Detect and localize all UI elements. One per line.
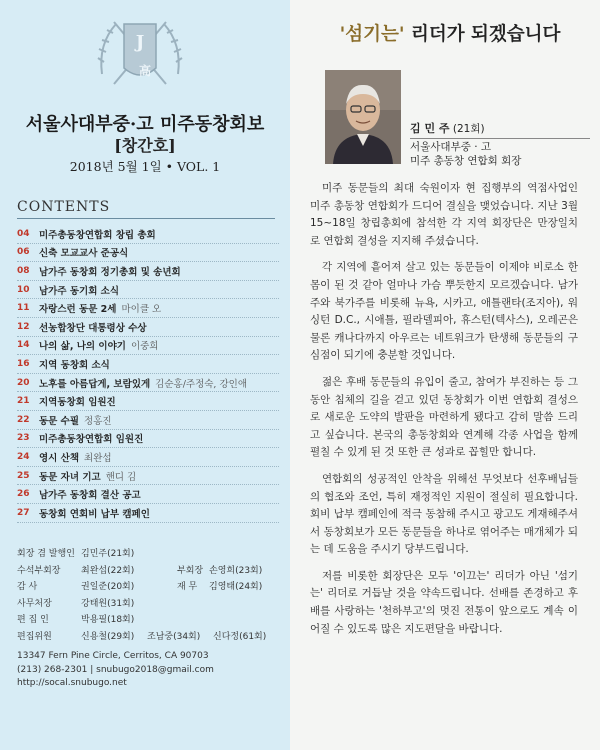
article-paragraph: 미주 동문들의 최대 숙원이자 현 집행부의 역점사업인 미주 총동창 연합회가 드디어 결실을 맺었습니다. 지난 3월 15~18일 창립총회에 참석한 각 지역 회장단은 만장일치로 연합회 결성을 지지해 주셨습니다. (310, 182, 578, 247)
staff-role: 감 사 (17, 582, 38, 592)
article-headline (310, 20, 590, 46)
staff-row (17, 563, 279, 580)
school-emblem-icon (94, 14, 186, 94)
toc-page-number: 14 (17, 340, 30, 351)
author-name: 김 민 주 (410, 122, 450, 135)
staff-row (17, 579, 279, 596)
toc-page-number: 21 (17, 396, 30, 407)
toc-item[interactable] (17, 337, 279, 356)
staff-role: 수석부회장 (17, 565, 61, 576)
emblem-letters: 高 (138, 64, 151, 78)
contents-divider (17, 218, 275, 219)
toc-author: 핸디 김 (105, 471, 137, 483)
article-paragraph: 연합회의 성공적인 안착을 위해선 무엇보다 선후배님들의 협조와 조언, 특히 재정적인 지원이 절실히 필요합니다. 회비 납부 캠페인에 적극 동참해 주시고 광고도 게재해주셔서 동창회보가 모든 동문들을 하나로 엮어주는 매개체가 되는 데 도움을 주시기 당부드립니다. (310, 472, 578, 556)
left-panel (0, 0, 290, 750)
author-title-line2: 미주 총동창 연합회 회장 (410, 155, 522, 167)
staff-row (17, 596, 279, 613)
staff-role: 재 무 (177, 582, 198, 592)
toc-item[interactable] (17, 467, 279, 486)
toc-page-number: 24 (17, 451, 30, 462)
article-paragraph: 각 지역에 흩어져 살고 있는 동문들이 이제야 비로소 한 몸이 된 것 같아 얼마나 가슴 뿌듯한지 모르겠습니다. 남가주와 북가주를 비롯해 뉴욕, 시카고, 애틀랜타(조지아), 워싱턴 D.C., 시애틀, 필라델피아, 휴스턴(텍사스), 오레곤은 물론 캐나다까지 아우르는 네트워크가 탄생해 동문들의 구심점이 되기에 충분할 것입니다. (310, 261, 578, 362)
toc-title: 동문 자녀 기고 (39, 471, 101, 483)
toc-author: 최완섭 (84, 452, 112, 464)
staff-name: 김민주(21회) (81, 549, 135, 559)
staff-role: 편집위원 (17, 631, 52, 642)
table-of-contents (17, 225, 279, 523)
toc-item[interactable] (17, 392, 279, 411)
staff-name: 신다정(61회) (213, 631, 267, 642)
publication-title: 서울사대부중·고 미주동창회보 (25, 114, 265, 135)
toc-title: 나의 삶, 나의 이야기 (39, 341, 126, 353)
toc-item[interactable] (17, 262, 279, 281)
toc-title: 영시 산책 (39, 452, 80, 464)
staff-name: 신용철(29회) (81, 631, 135, 642)
staff-row (17, 629, 279, 646)
staff-role: 사무처장 (17, 598, 52, 609)
toc-title: 동문 수필 (39, 415, 80, 427)
toc-item[interactable] (17, 281, 279, 300)
toc-author: 김순홍/주정숙, 강인애 (155, 378, 248, 390)
toc-title: 지역동창회 임원진 (39, 397, 116, 409)
author-class: (21회) (452, 123, 485, 135)
contents-heading: CONTENTS (17, 199, 111, 215)
street-address: 13347 Fern Pine Circle, Cerritos, CA 90703 (17, 651, 209, 661)
toc-author: 정홍진 (84, 415, 112, 427)
toc-page-number: 23 (17, 433, 30, 444)
issue-label: [창간호] (114, 136, 176, 155)
staff-name: 권일준(20회) (81, 582, 135, 592)
toc-page-number: 08 (17, 265, 30, 276)
staff-name: 강태원(31회) (81, 598, 135, 609)
toc-title: 신축 모교교사 준공식 (39, 248, 129, 260)
article-paragraph: 젊은 후배 동문들의 유입이 줄고, 참여가 부진하는 등 그동안 침체의 길을 걷고 있던 동창회가 이번 연합회 결성으로 새로운 도약의 발판을 마련하게 됐다고 감히 말씀 드리고 싶습니다. 본국의 총동창회와 연계해 각종 사업을 함께 펼칠 수 있게 된 것 또한 큰 성과로 꼽힐만 합니다. (310, 375, 578, 459)
toc-title: 지역 동창회 소식 (39, 359, 110, 371)
toc-item[interactable] (17, 244, 279, 263)
toc-item[interactable] (17, 318, 279, 337)
author-byline (410, 122, 590, 169)
staff-name: 손영희(23회) (209, 565, 263, 576)
toc-title: 동창회 연회비 납부 캠페인 (39, 508, 150, 520)
toc-author: 이중희 (130, 341, 159, 353)
toc-page-number: 20 (17, 377, 30, 388)
toc-title: 남가주 동기회 소식 (39, 285, 120, 297)
toc-page-number: 22 (17, 414, 30, 425)
toc-page-number: 10 (17, 284, 30, 295)
staff-name: 조남중(34회) (147, 631, 201, 642)
toc-author: 마이클 오 (121, 304, 162, 316)
toc-page-number: 16 (17, 358, 30, 369)
staff-role: 부회장 (177, 565, 204, 576)
toc-item[interactable] (17, 299, 279, 318)
author-photo (325, 70, 401, 164)
toc-page-number: 06 (17, 247, 30, 258)
headline-quote: '섬기는' (339, 24, 405, 45)
toc-page-number: 12 (17, 321, 30, 332)
portrait-image (325, 70, 401, 164)
author-title-line1: 서울사대부중 · 고 (410, 140, 492, 153)
toc-item[interactable] (17, 504, 279, 523)
staff-role: 회장 겸 발행인 (17, 549, 75, 559)
byline-divider (410, 138, 590, 139)
toc-item[interactable] (17, 225, 279, 244)
headline-rest: 리더가 되겠습니다 (404, 24, 561, 45)
toc-page-number: 26 (17, 489, 30, 500)
phone-email: (213) 268-2301 | snubugo2018@gmail.com (17, 664, 214, 675)
article-body (310, 180, 578, 647)
staff-row (17, 546, 279, 563)
toc-title: 미주총동창연합회 임원진 (39, 434, 144, 446)
toc-page-number: 04 (17, 228, 30, 239)
toc-item[interactable] (17, 374, 279, 393)
toc-title: 선농합창단 대통령상 수상 (39, 322, 147, 334)
toc-title: 노후를 아름답게, 보람있게 (39, 378, 151, 390)
staff-name: 최완섭(22회) (81, 565, 135, 576)
article-paragraph: 저를 비롯한 회장단은 모두 '이끄는' 리더가 아닌 '섬기는' 리더로 거듭날 것을 약속드립니다. 선배를 존경하고 후배를 사랑하는 '천하부고'의 멋진 전통이 앞으로도 계속 이어질 수 있도록 많은 지도편달을 바랍니다. (310, 569, 578, 635)
staff-name: 김영태(24회) (209, 582, 263, 592)
staff-role: 편 집 인 (17, 615, 49, 625)
toc-page-number: 27 (17, 507, 30, 518)
toc-item[interactable] (17, 485, 279, 504)
website-link[interactable]: http://socal.snubugo.net (17, 678, 127, 688)
toc-title: 남가주 동창회 결산 공고 (39, 490, 141, 502)
toc-item[interactable] (17, 430, 279, 449)
svg-text:J: J (135, 32, 145, 53)
toc-item[interactable] (17, 355, 279, 374)
toc-page-number: 11 (17, 303, 30, 314)
toc-title: 자랑스런 동문 2세 (39, 304, 117, 316)
issue-date: 2018년 5월 1일 • VOL. 1 (69, 159, 221, 174)
toc-item[interactable] (17, 448, 279, 467)
toc-title: 남가주 동창회 정기총회 및 송년회 (39, 266, 181, 278)
toc-title: 미주총동창연합회 창립 총회 (39, 229, 156, 241)
toc-page-number: 25 (17, 470, 30, 481)
staff-name: 박용필(18회) (81, 615, 135, 625)
staff-list (17, 546, 279, 645)
staff-row (17, 612, 279, 629)
toc-item[interactable] (17, 411, 279, 430)
contact-block (17, 650, 279, 691)
